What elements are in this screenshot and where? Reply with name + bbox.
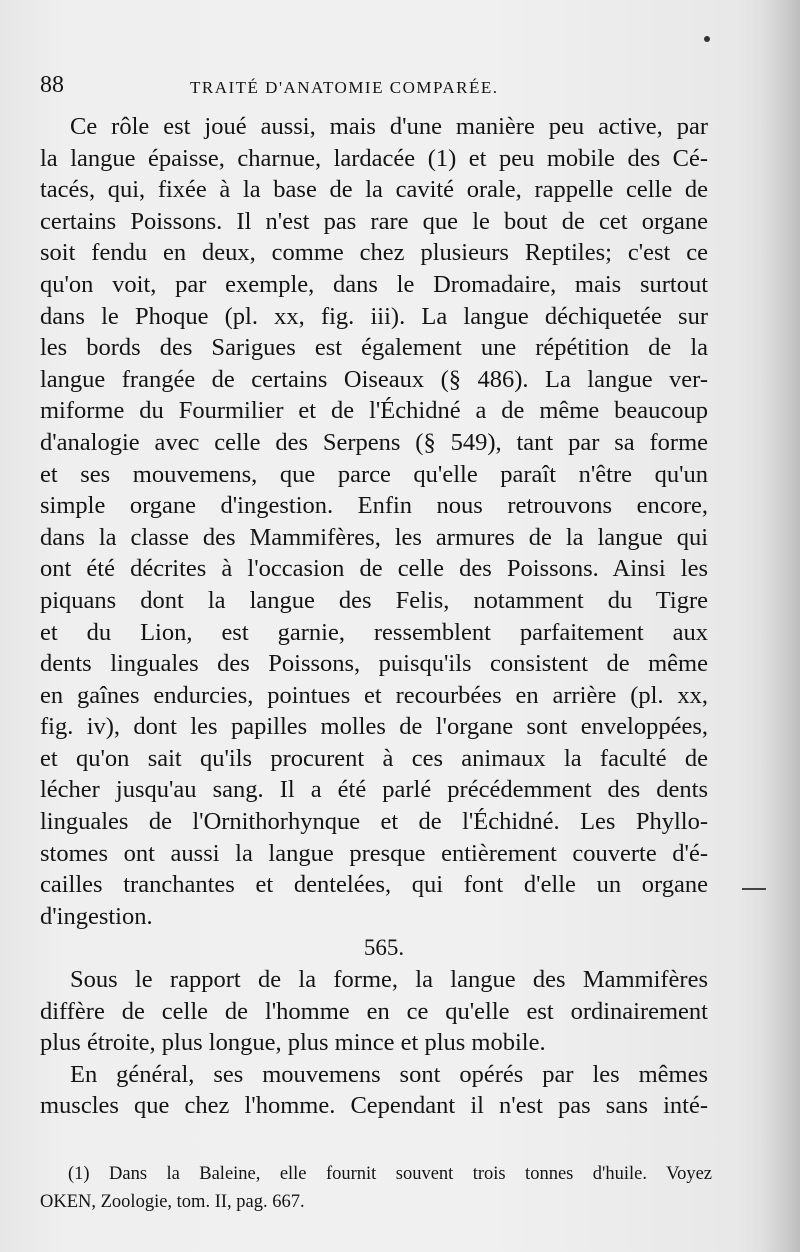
text-line: plus étroite, plus longue, plus mince et plus mobile. xyxy=(40,1029,546,1057)
text-line: et du Lion, est garnie, ressemblent parfaitement aux xyxy=(40,618,708,646)
text-line: d'ingestion. xyxy=(40,902,153,930)
page-header xyxy=(40,72,740,104)
page-number: 88 xyxy=(40,72,64,98)
footnote xyxy=(40,1160,712,1216)
text-line: dents linguales des Poissons, puisqu'ils consistent de même xyxy=(40,650,708,678)
text-line: Ce rôle est joué aussi, mais d'une manière peu active, par xyxy=(70,113,708,140)
text-line: Sous le rapport de la forme, la langue des Mammifères xyxy=(70,966,708,994)
text-line: et qu'on sait qu'ils procurent à ces animaux la faculté de xyxy=(40,744,708,772)
page-edge-shadow xyxy=(760,0,800,1252)
text-line: ont été décrites à l'occasion de celle des Poissons. Ainsi les xyxy=(40,555,708,583)
text-line: stomes ont aussi la langue presque entièrement couverte d'é- xyxy=(40,839,708,867)
body-text xyxy=(40,111,708,1122)
text-line: diffère de celle de l'homme en ce qu'elle est ordinairement xyxy=(40,997,708,1025)
text-line: la langue épaisse, charnue, lardacée (1) et peu mobile des Cé- xyxy=(40,144,708,172)
text-line: en gaînes endurcies, pointues et recourbées en arrière (pl. xx, xyxy=(40,681,708,709)
text-line: soit fendu en deux, comme chez plusieurs Reptiles; c'est ce xyxy=(40,239,708,267)
ink-spot xyxy=(704,36,710,42)
text-line: et ses mouvemens, que parce qu'elle paraît n'être qu'un xyxy=(40,460,708,488)
running-title: TRAITÉ D'ANATOMIE COMPARÉE. xyxy=(190,78,499,97)
text-line: piquans dont la langue des Felis, notamment du Tigre xyxy=(40,586,708,614)
text-line: d'analogie avec celle des Serpens (§ 549), tant par sa forme xyxy=(40,428,708,456)
text-line: simple organe d'ingestion. Enfin nous retrouvons encore, xyxy=(40,492,708,520)
text-line: langue frangée de certains Oiseaux (§ 486). La langue ver- xyxy=(40,365,708,393)
text-line: dans la classe des Mammifères, les armures de la langue qui xyxy=(40,523,708,551)
text-line: linguales de l'Ornithorhynque et de l'Échidné. Les Phyllo- xyxy=(40,808,708,836)
footnote-line: (1) Dans la Baleine, elle fournit souvent trois tonnes d'huile. Voyez xyxy=(68,1164,712,1184)
text-line: fig. iv), dont les papilles molles de l'organe sont enveloppées, xyxy=(40,713,708,741)
section-number: 565. xyxy=(363,935,405,961)
text-line: miforme du Fourmilier et de l'Échidné a de même beaucoup xyxy=(40,397,708,425)
text-line: qu'on voit, par exemple, dans le Dromadaire, mais surtout xyxy=(40,270,708,298)
text-line: dans le Phoque (pl. xx, fig. iii). La langue déchiquetée sur xyxy=(40,302,708,330)
text-line: muscles que chez l'homme. Cependant il n'est pas sans inté- xyxy=(40,1092,708,1120)
footnote-line: OKEN, Zoologie, tom. II, pag. 667. xyxy=(40,1192,305,1212)
text-line: cailles tranchantes et dentelées, qui font d'elle un organe xyxy=(40,871,708,899)
text-line: En général, ses mouvemens sont opérés par les mêmes xyxy=(70,1060,708,1088)
text-line: tacés, qui, fixée à la base de la cavité orale, rappelle celle de xyxy=(40,176,708,204)
text-line: certains Poissons. Il n'est pas rare que le bout de cet organe xyxy=(40,207,708,235)
margin-mark xyxy=(742,888,766,890)
text-line: lécher jusqu'au sang. Il a été parlé précédemment des dents xyxy=(40,776,708,804)
text-line: les bords des Sarigues est également une répétition de la xyxy=(40,334,708,362)
